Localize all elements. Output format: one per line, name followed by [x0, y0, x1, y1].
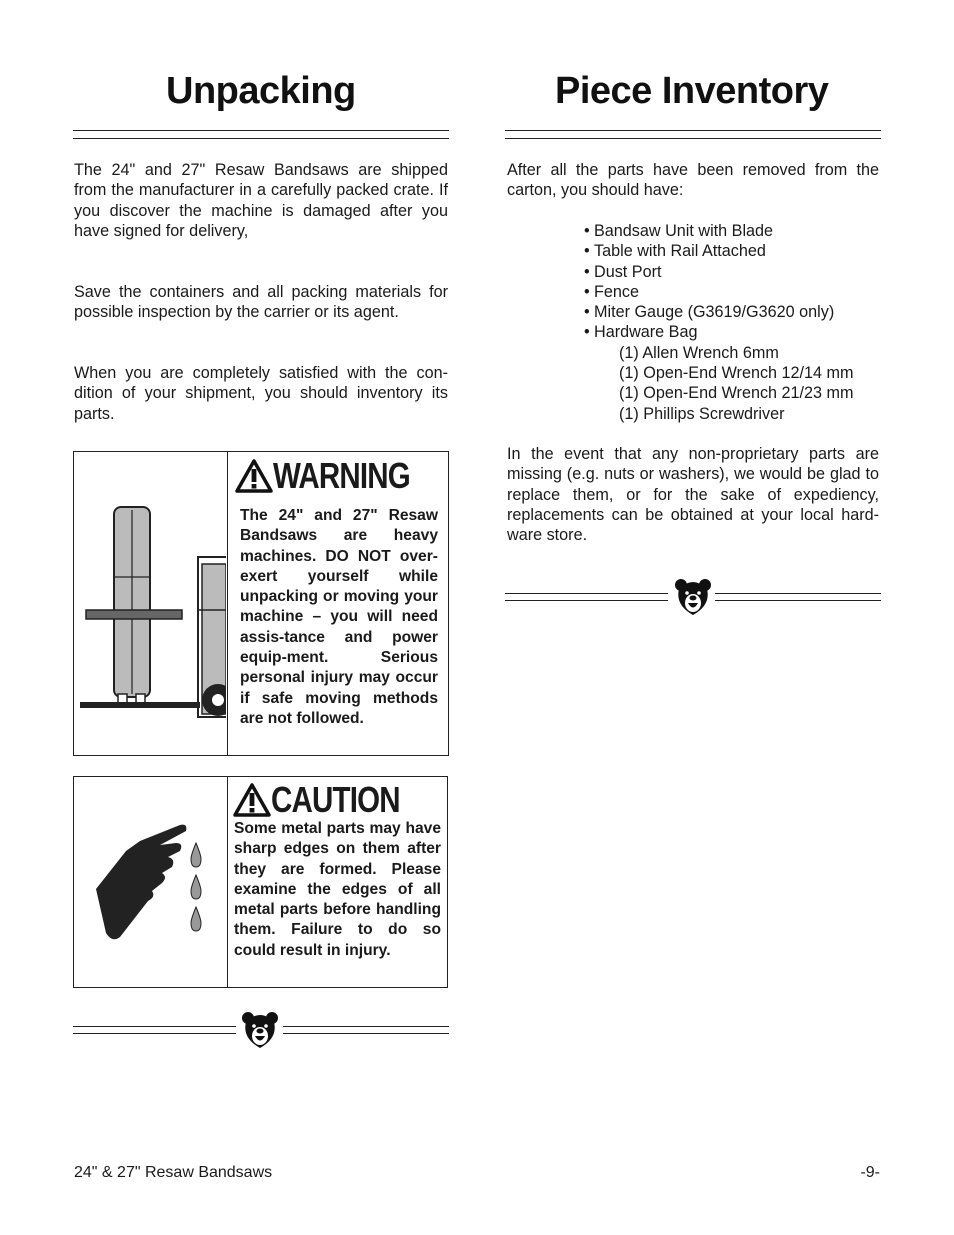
hardware-sub-item: (1) Allen Wrench 6mm	[619, 343, 779, 362]
hardware-sub-item: (1) Open-End Wrench 21/23 mm	[619, 384, 854, 403]
unpacking-title-rule	[73, 130, 449, 139]
caution-triangle-icon	[233, 783, 271, 817]
warning-text: The 24" and 27" Resaw Bandsaws are heavy machines. DO NOT over-exert yourself while unpacking or moving your machine – you will need assis-tance and power equip-ment. Serious personal injury may occur if safe moving methods are not followed.	[240, 507, 438, 727]
right-section-separator	[505, 577, 881, 617]
unpacking-paragraph-2: Save the containers and all packing materials for possible inspection by the carrier or its agent.	[74, 283, 448, 322]
warning-header	[235, 455, 440, 496]
inventory-list	[584, 221, 854, 424]
unpacking-paragraph-3: When you are completely satisfied with the con-dition of your shipment, you should inventory its parts.	[74, 364, 448, 423]
list-item: • Hardware Bag	[584, 323, 698, 342]
footer-document-title: 24" & 27" Resaw Bandsaws	[74, 1164, 273, 1181]
list-item: • Dust Port	[584, 262, 662, 281]
warning-heading: WARNING	[273, 455, 410, 496]
warning-box	[73, 451, 449, 756]
pointing-hand-illustration	[90, 821, 226, 941]
unpacking-title: Unpacking	[166, 70, 356, 112]
list-item: • Miter Gauge (G3619/G3620 only)	[584, 303, 835, 322]
inventory-intro: After all the parts have been removed from the carton, you should have:	[507, 161, 879, 200]
bear-mascot-icon	[241, 1010, 279, 1050]
piece-inventory-title: Piece Inventory	[555, 70, 829, 112]
caution-text: Some metal parts may have sharp edges on them after they are formed. Please examine the edges of all metal parts before handling them. Failure to do so could result in injury.	[234, 820, 441, 959]
piece-inventory-title-rule	[505, 130, 881, 139]
hardware-sub-item: (1) Phillips Screwdriver	[619, 404, 785, 423]
footer-page-number: -9-	[860, 1164, 880, 1181]
caution-header	[233, 779, 428, 820]
hardware-sub-item: (1) Open-End Wrench 12/14 mm	[619, 364, 854, 383]
warning-triangle-icon	[235, 459, 273, 493]
caution-heading: CAUTION	[271, 779, 400, 820]
list-item: • Bandsaw Unit with Blade	[584, 222, 774, 240]
left-section-separator	[73, 1010, 449, 1050]
list-item: • Table with Rail Attached	[584, 242, 766, 261]
forklift-crate-illustration	[78, 502, 226, 722]
inventory-closing-paragraph: In the event that any non-proprietary parts are missing (e.g. nuts or washers), we would be glad to replace them, or for the sake of expediency, replacements can be obtained at your local hard-ware store.	[507, 445, 879, 545]
bear-mascot-icon	[674, 577, 712, 617]
list-item: • Fence	[584, 282, 639, 301]
unpacking-paragraph-1: The 24" and 27" Resaw Bandsaws are shipped from the manufacturer in a carefully packed crate. If you discover the machine is damaged after you have signed for delivery,	[74, 161, 448, 240]
caution-box	[73, 776, 448, 988]
